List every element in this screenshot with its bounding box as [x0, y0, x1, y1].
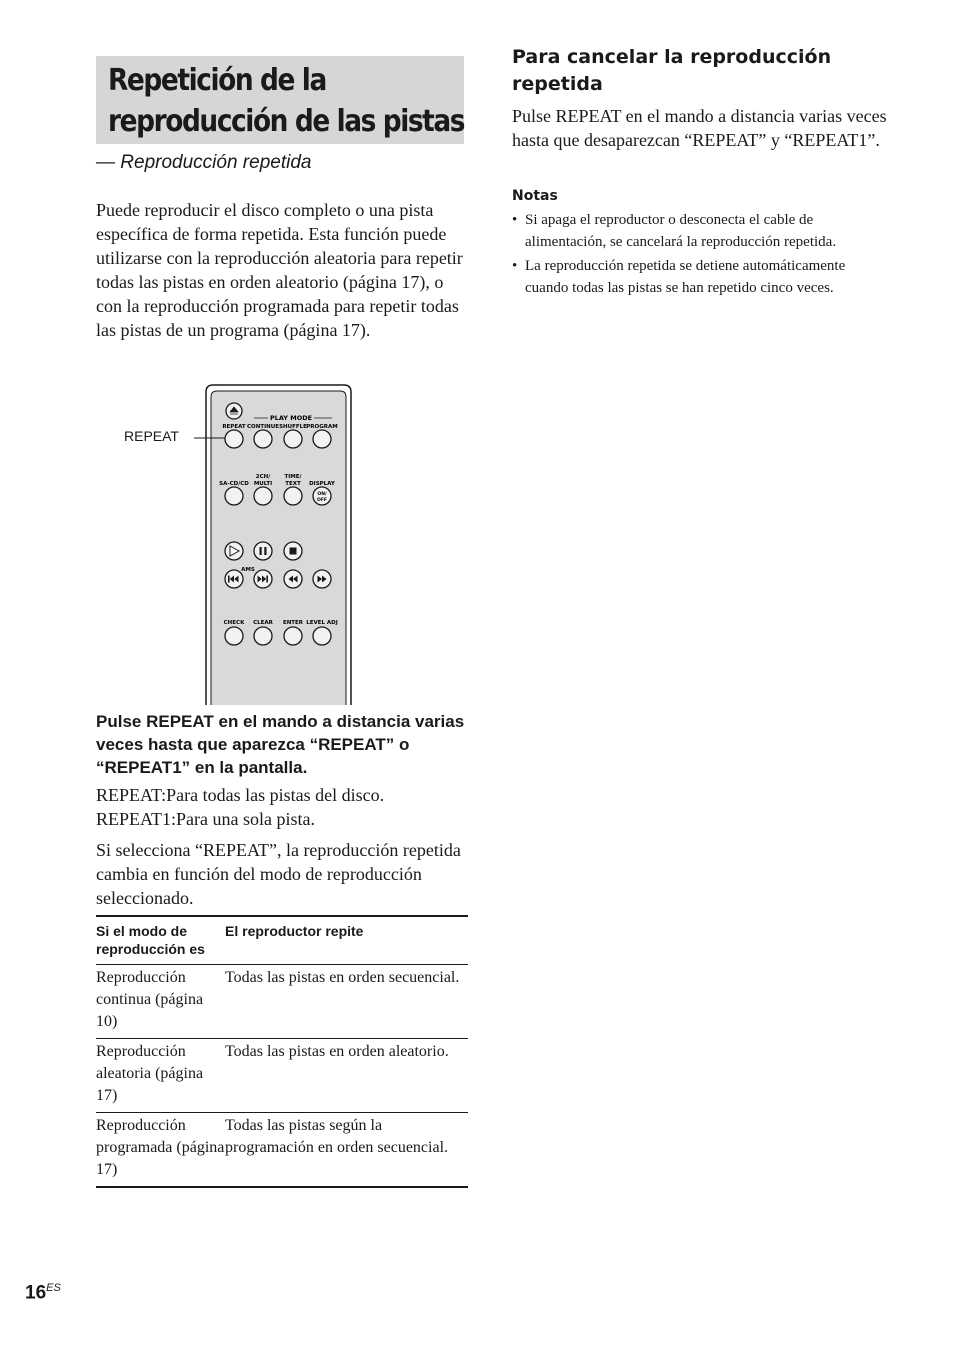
enter-button-label: ENTER [282, 620, 304, 626]
table-row [96, 1039, 468, 1113]
program-button-label: PROGRAM [306, 424, 338, 430]
page-number-value: 16 [25, 1282, 47, 1304]
eject-button [226, 403, 242, 419]
onoff-label-bottom: OFF [317, 498, 327, 503]
list-item: • La reproducción repetida se detiene automáticamente cuando todas las pistas se han repetido cinco veces. [512, 255, 892, 299]
multi-button-label: MULTI [253, 481, 273, 487]
stop-button [284, 542, 302, 560]
play-mode-table [96, 915, 468, 1188]
shuffle-button-label: SHUFFLE [279, 424, 307, 430]
page-number [25, 1282, 61, 1304]
clear-button-label: CLEAR [253, 620, 273, 626]
play-mode-label: PLAY MODE [269, 414, 313, 422]
table-cell-mode: Reproducción programada (página 17) [96, 1117, 225, 1178]
intro-paragraph: Puede reproducir el disco completo o una pista específica de forma repetida. Esta función puede utilizarse con la reproducción aleatoria para repetir todas las pistas en orden aleatorio (página 17), o con la reproducción programada para repetir todas las pistas de un programa (página 17). [96, 200, 463, 340]
repeat-modes [96, 783, 468, 831]
table-cell-repeats: Todas las pistas según la programación en orden secuencial. [225, 1117, 449, 1156]
check-button-label: CHECK [223, 620, 245, 626]
clear-button [254, 627, 272, 645]
list-item: • Si apaga el reproductor o desconecta el cable de alimentación, se cancelará la reproducción repetida. [512, 209, 892, 253]
fast-forward-button [313, 570, 331, 588]
table-cell-repeats: Todas las pistas en orden aleatorio. [225, 1043, 449, 1060]
ams-label: AMS [241, 567, 255, 573]
text-button-label: TEXT [285, 481, 301, 487]
section-title-line-2: reproducción de las pistas [108, 104, 465, 139]
table-cell-repeats: Todas las pistas en orden secuencial. [225, 969, 460, 986]
time-button-label: TIME/ [284, 474, 302, 480]
section-subtitle: — Reproducción repetida [96, 152, 312, 173]
level-adj-button [313, 627, 331, 645]
program-button [313, 430, 331, 448]
next-track-button [254, 570, 272, 588]
enter-button [284, 627, 302, 645]
play-button [225, 542, 243, 560]
table-header-repeats: El reproductor repite [225, 923, 364, 939]
repeat-button [225, 430, 243, 448]
table-cell-mode: Reproducción aleatoria (página 17) [96, 1043, 204, 1104]
table-cell-mode: Reproducción continua (página 10) [96, 969, 204, 1030]
repeat-note-paragraph: Si selecciona “REPEAT”, la reproducción repetida cambia en función del modo de reproducción seleccionado. [96, 840, 461, 908]
display-onoff-button [313, 487, 331, 505]
previous-track-button [225, 570, 243, 588]
step-instruction: Pulse REPEAT en el mando a distancia varias veces hasta que aparezca “REPEAT” o “REPEAT1” en la pantalla. [96, 712, 465, 777]
page-language-suffix: ES [46, 1282, 61, 1294]
section-title-line-1: Repetición de la [108, 63, 326, 98]
shuffle-button [284, 430, 302, 448]
cancel-heading: Para cancelar la reproducción repetida [512, 46, 832, 95]
notes-heading: Notas [512, 188, 558, 204]
remote-control-illustration [96, 380, 468, 705]
2ch-multi-button [254, 487, 272, 505]
display-button-label: DISPLAY [309, 481, 335, 487]
table-header-row [96, 916, 468, 965]
continue-button [254, 430, 272, 448]
cancel-paragraph: Pulse REPEAT en el mando a distancia varias veces hasta que desaparezcan “REPEAT” y “REPEAT1”. [512, 106, 887, 150]
mode-repeat: REPEAT:Para todas las pistas del disco. [96, 785, 385, 805]
time-text-button [284, 487, 302, 505]
sacd-cd-button-label: SA-CD/CD [219, 481, 249, 487]
pause-button [254, 542, 272, 560]
repeat-button-label: REPEAT [222, 424, 246, 430]
check-button [225, 627, 243, 645]
2ch-button-label: 2CH/ [255, 474, 271, 480]
sacd-cd-button [225, 487, 243, 505]
mode-repeat1: REPEAT1:Para una sola pista. [96, 809, 315, 829]
table-row [96, 1113, 468, 1188]
table-header-mode: Si el modo de reproducción es [96, 923, 205, 957]
repeat-callout-label: REPEAT [124, 428, 179, 444]
table-row [96, 965, 468, 1039]
level-adj-button-label: LEVEL ADJ [306, 620, 338, 626]
rewind-button [284, 570, 302, 588]
section-title [96, 56, 464, 144]
continue-button-label: CONTINUE [247, 424, 279, 430]
notes-list [512, 209, 892, 301]
onoff-label-top: ON/ [317, 492, 327, 497]
